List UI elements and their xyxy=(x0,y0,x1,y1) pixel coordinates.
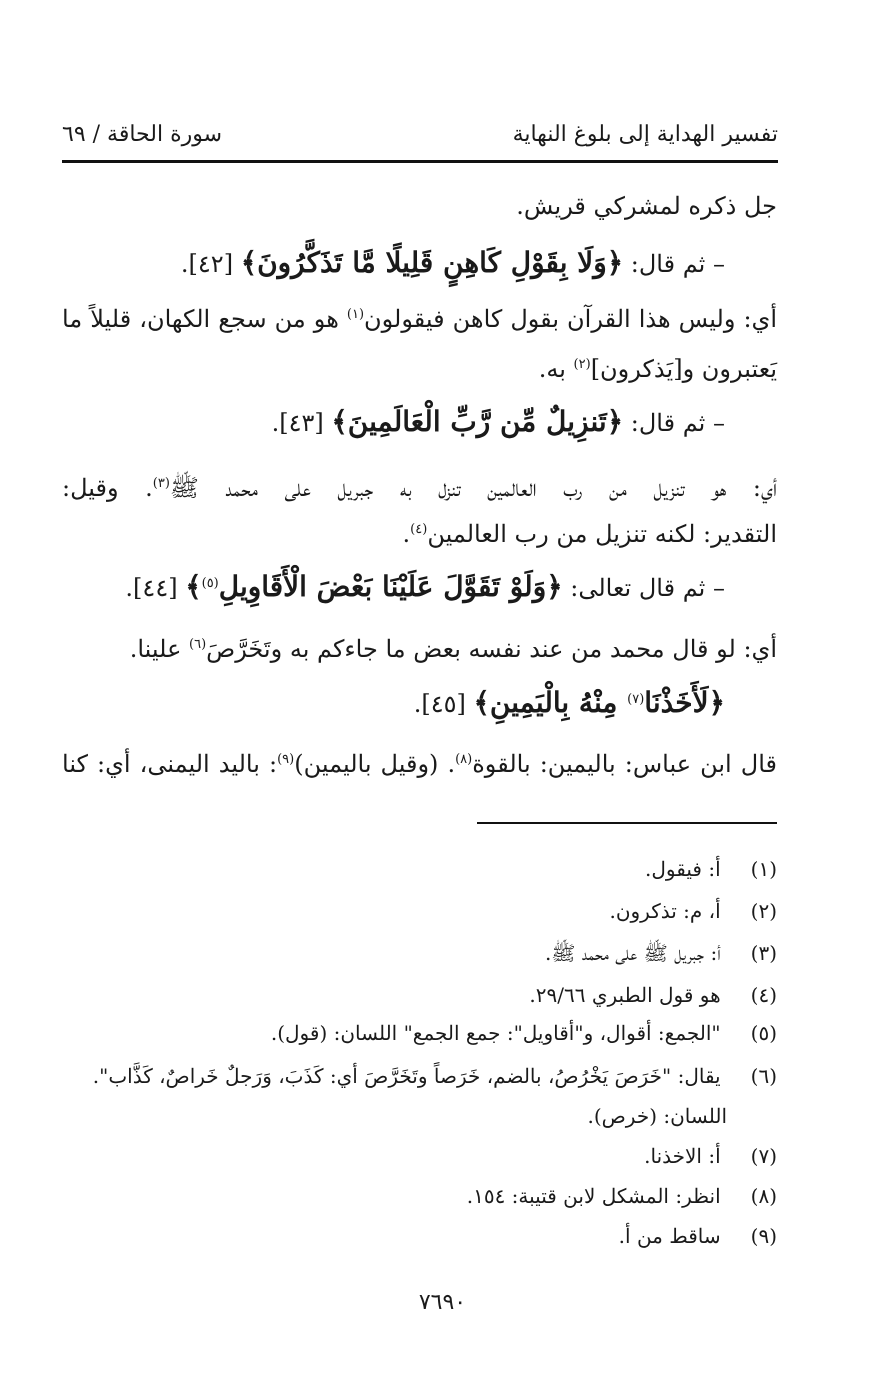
verse-number: [٤٤]. xyxy=(125,574,186,602)
footnote-6 xyxy=(62,1064,777,1088)
footnote-number: (٣) xyxy=(750,941,777,965)
footnote-ref: (٦) xyxy=(189,637,207,652)
footnote-text: اللسان: (خرص). xyxy=(587,1104,727,1128)
quran-verse: ﴿وَلَوْ تَقَوَّلَ عَلَيْنَا بَعْضَ الْأَقَاوِيلِ xyxy=(218,570,563,603)
header-divider xyxy=(62,160,778,163)
body-text: : باليد اليمنى، أي: كنا xyxy=(62,750,278,778)
body-line-7 xyxy=(62,520,777,549)
body-text: به. xyxy=(538,355,574,383)
body-text: التقدير: لكنه تنزيل من رب العالمين xyxy=(427,520,777,548)
body-text: . وقيل: xyxy=(62,474,153,502)
verse-line-45 xyxy=(62,686,725,720)
footnote-7 xyxy=(62,1144,777,1168)
footnote-number: (٨) xyxy=(750,1184,777,1208)
body-line-4 xyxy=(62,355,777,384)
footnote-6-continued xyxy=(62,1104,727,1128)
footnote-ref: (١) xyxy=(346,307,365,322)
body-text: هو من سجع الكهان، قليلاً ما xyxy=(62,305,347,333)
verse-intro: – ثم قال: xyxy=(623,409,725,437)
footnote-9 xyxy=(62,1224,777,1248)
footnote-text: هو قول الطبري ٢٩/٦٦. xyxy=(529,983,721,1007)
page-number: ٧٦٩٠ xyxy=(418,1290,467,1315)
footnote-text: ساقط من أ. xyxy=(618,1224,721,1248)
surah-reference: سورة الحاقة / ٦٩ xyxy=(62,122,223,147)
footnote-8 xyxy=(62,1184,777,1208)
footnote-text: يقال: "خَرَصَ يَخْرُصُ، بالضم، خَرَصاً وتَخَرَّصَ أي: كَذَبَ، وَرَجلٌ خَراصٌ، كَذَّاب". xyxy=(92,1064,721,1088)
footnote-number: (١) xyxy=(750,857,777,881)
verse-number: [٤٣]. xyxy=(271,409,332,437)
quran-bracket: ﴾ xyxy=(185,570,202,603)
footnote-number: (٦) xyxy=(750,1064,777,1088)
footnote-5 xyxy=(62,1021,777,1045)
footnote-divider xyxy=(477,822,777,824)
footnote-number: (٤) xyxy=(750,983,777,1007)
running-header xyxy=(62,118,778,158)
quran-verse: ﴿لَأَخَذْنَا xyxy=(644,686,725,719)
body-line-9 xyxy=(62,635,777,664)
body-text: يَعتبرون و[يَذكرون] xyxy=(590,355,777,383)
body-line-6 xyxy=(62,474,777,503)
footnote-text: "الجمع: أقوال، و"أقاويل": جمع الجمع" اللسان: (قول). xyxy=(270,1021,721,1045)
body-text: أي: لو قال محمد من عند نفسه بعض ما جاءكم به وتَخَرَّصَ xyxy=(206,635,777,663)
book-title: تفسير الهداية إلى بلوغ النهاية xyxy=(512,122,778,147)
body-text: قال ابن عباس: باليمين: بالقوة xyxy=(472,750,777,778)
body-line-1 xyxy=(62,192,777,221)
footnote-3 xyxy=(62,941,777,965)
body-line-11 xyxy=(62,750,777,779)
verse-number: [٤٥]. xyxy=(413,690,474,718)
body-text: أي: هو تنزيل من رب العالمين تنزل به جبريل على محمد ﷺ xyxy=(169,474,777,502)
footnote-text: أ: الاخذنا. xyxy=(644,1144,721,1168)
footnote-2 xyxy=(62,899,777,923)
footnote-number: (٩) xyxy=(750,1224,777,1248)
footnote-1 xyxy=(62,857,777,881)
body-text: . xyxy=(402,520,411,548)
footnote-text: انظر: المشكل لابن قتيبة: ١٥٤. xyxy=(466,1184,721,1208)
quran-verse: ﴿وَلَا بِقَوْلِ كَاهِنٍ قَلِيلًا مَّا تَذَكَّرُونَ﴾ xyxy=(240,246,624,279)
quran-verse: ﴿تَنزِيلٌ مِّن رَّبِّ الْعَالَمِينَ﴾ xyxy=(331,405,624,438)
verse-line-43 xyxy=(62,405,725,439)
footnote-text: أ، م: تذكرون. xyxy=(609,899,721,923)
footnote-ref: (٤) xyxy=(410,522,428,537)
verse-line-42 xyxy=(62,246,725,280)
body-text: أي: وليس هذا القرآن بقول كاهن فيقولون xyxy=(364,305,777,333)
body-text: علينا. xyxy=(129,635,190,663)
quran-verse: مِنْهُ بِالْيَمِينِ﴾ xyxy=(473,686,628,719)
body-text: . (وقيل باليمين) xyxy=(294,750,456,778)
verse-intro: – ثم قال: xyxy=(623,250,725,278)
footnote-4 xyxy=(62,983,777,1007)
footnote-text: أ: جبريل ﷺ على محمد ﷺ. xyxy=(544,941,721,965)
footnote-number: (٧) xyxy=(750,1144,777,1168)
footnote-ref: (٨) xyxy=(455,752,473,767)
footnote-text: أ: فيقول. xyxy=(645,857,721,881)
footnote-number: (٥) xyxy=(750,1021,777,1045)
footnote-number: (٢) xyxy=(750,899,777,923)
footnote-ref: (٧) xyxy=(627,692,645,707)
body-text: جل ذكره لمشركي قريش. xyxy=(516,192,777,220)
footnote-ref: (٣) xyxy=(152,476,170,491)
verse-line-44 xyxy=(62,570,725,604)
verse-intro: – ثم قال تعالى: xyxy=(562,574,725,602)
footnote-ref: (٢) xyxy=(573,357,591,372)
verse-number: [٤٢]. xyxy=(180,250,241,278)
footnote-ref: (٥) xyxy=(201,576,219,591)
body-line-3 xyxy=(62,305,777,334)
footnote-ref: (٩) xyxy=(277,752,295,767)
